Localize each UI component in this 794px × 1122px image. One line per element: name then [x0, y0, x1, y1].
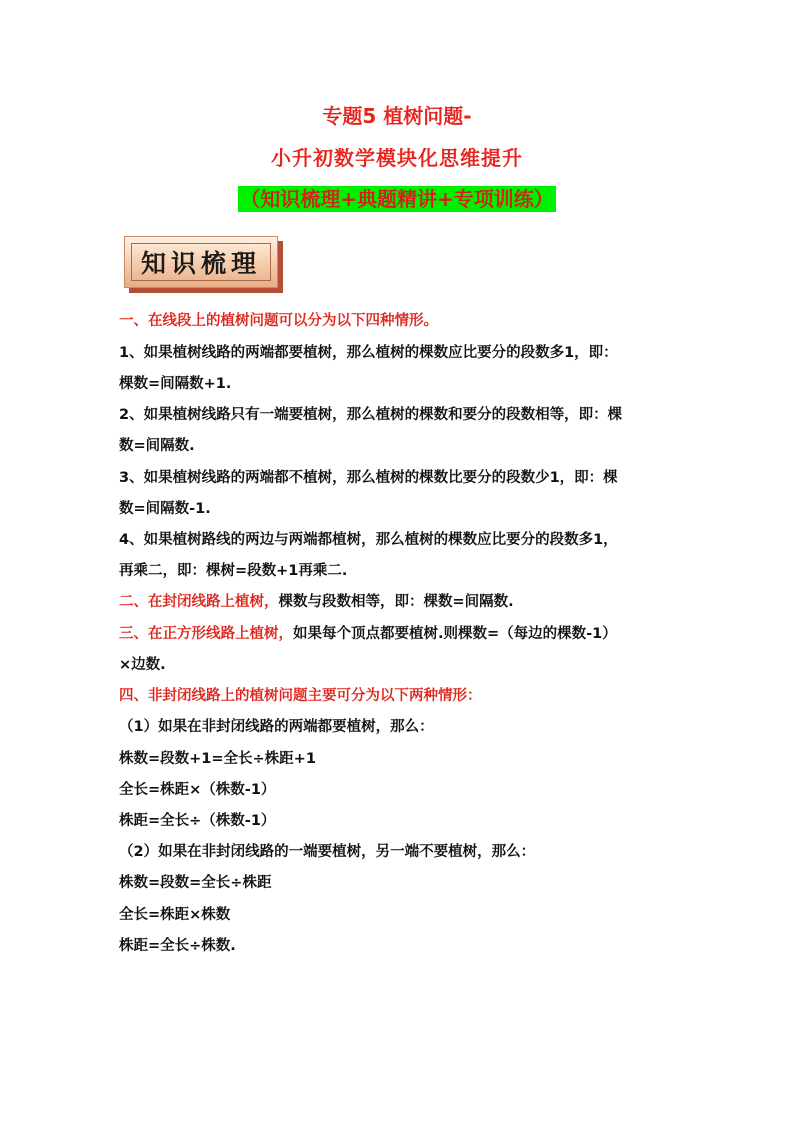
content-line — [119, 686, 482, 706]
heading-text: 四、非封闭线路上的植树问题主要可分为以下两种情形： — [119, 688, 482, 704]
body-text: 如果每个顶点都要植树.则棵数=（每边的棵数-1） — [293, 626, 617, 642]
subtitle-highlight-row — [0, 186, 794, 212]
body-text: ×边数. — [119, 657, 166, 673]
body-text: 全长=株距×（株数-1） — [119, 782, 276, 798]
content-line — [119, 561, 347, 581]
content-line — [119, 436, 195, 456]
content-line — [119, 655, 166, 675]
section-badge — [124, 236, 278, 288]
body-text: 数=间隔数. — [119, 438, 195, 454]
page-title: 专题5 植树问题- — [322, 104, 472, 128]
content-line — [119, 749, 316, 769]
content-line — [119, 530, 618, 550]
content-line — [119, 374, 231, 394]
body-text: 1、如果植树线路的两端都要植树，那么植树的棵数应比要分的段数多1，即： — [119, 345, 618, 361]
body-text: 株距=全长÷株数. — [119, 938, 236, 954]
heading-text: 三、在正方形线路上植树， — [119, 626, 293, 642]
content-line — [119, 624, 617, 644]
body-text: 全长=株距×株数 — [119, 907, 231, 923]
body-text: 再乘二，即：棵树=段数+1再乘二. — [119, 563, 348, 579]
body-text: （2）如果在非封闭线路的一端要植树，另一端不要植树，那么： — [119, 844, 536, 860]
content-line — [119, 499, 211, 519]
body-text: 4、如果植树路线的两边与两端都植树，那么植树的棵数应比要分的段数多1， — [119, 532, 618, 548]
content-line — [119, 405, 622, 425]
heading-text: 二、在封闭线路上植树， — [119, 594, 279, 610]
body-text: 棵数=间隔数+1. — [119, 376, 232, 392]
content-line — [119, 311, 438, 331]
content-line — [119, 592, 514, 612]
heading-text: 一、在线段上的植树问题可以分为以下四种情形。 — [119, 313, 438, 329]
body-text: （1）如果在非封闭线路的两端都要植树，那么： — [119, 719, 434, 735]
page-subtitle: 小升初数学模块化思维提升 — [271, 146, 523, 170]
body-text: 棵数与段数相等，即：棵数=间隔数. — [278, 594, 514, 610]
content-line — [119, 780, 275, 800]
content-line — [119, 343, 618, 363]
body-text: 2、如果植树线路只有一端要植树，那么植树的棵数和要分的段数相等，即：棵 — [119, 407, 623, 423]
body-text: 株数=段数=全长÷株距 — [119, 875, 272, 891]
body-text: 株数=段数+1=全长÷株距+1 — [119, 751, 316, 767]
content-line — [119, 842, 535, 862]
content-line — [119, 717, 434, 737]
content-line — [119, 905, 230, 925]
content-line — [119, 468, 618, 488]
section-badge-label: 知识梳理 — [131, 243, 271, 281]
body-text: 3、如果植树线路的两端都不植树，那么植树的棵数比要分的段数少1，即：棵 — [119, 470, 618, 486]
content-line — [119, 811, 275, 831]
content-line — [119, 873, 271, 893]
content-line — [119, 936, 236, 956]
subtitle-highlight: （知识梳理+典题精讲+专项训练） — [240, 187, 554, 211]
body-text: 数=间隔数-1. — [119, 501, 211, 517]
body-text: 株距=全长÷（株数-1） — [119, 813, 276, 829]
